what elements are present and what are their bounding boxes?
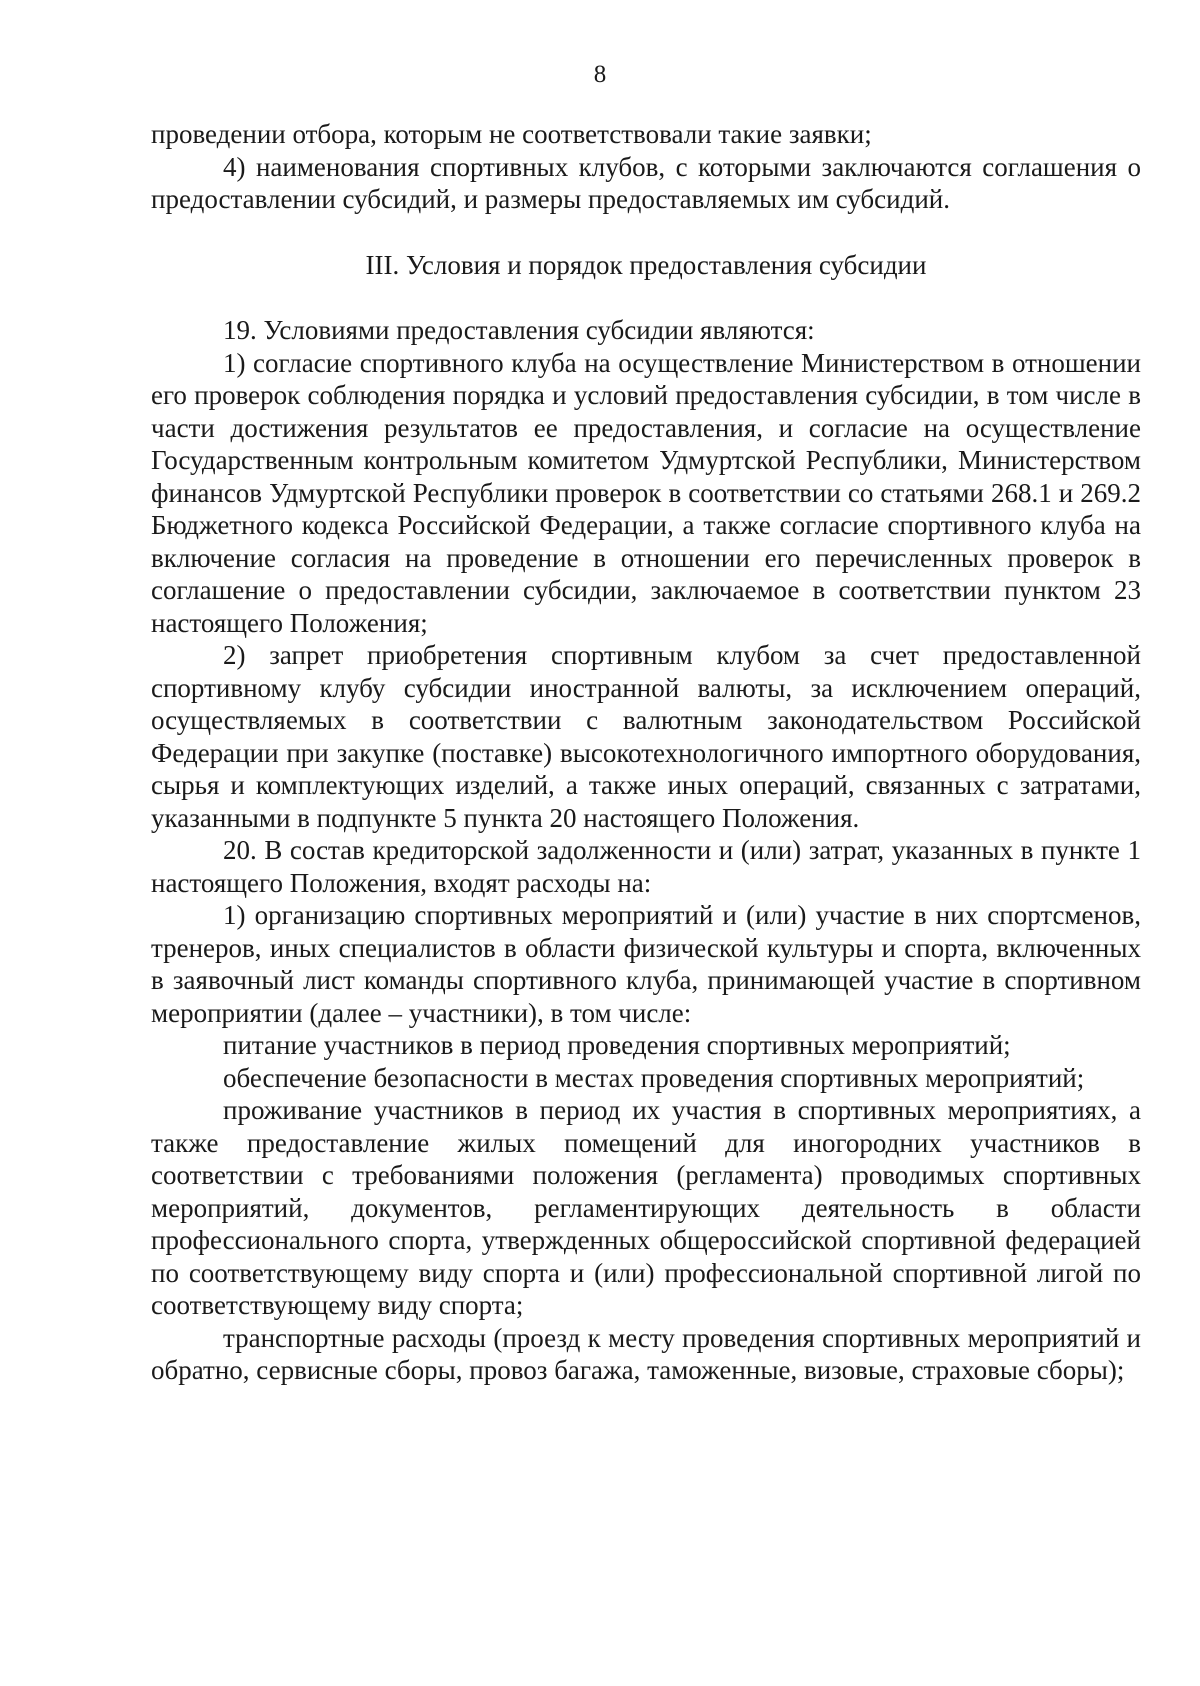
list-item-4-names: 4) наименования спортивных клубов, с которыми заключаются соглашения о предоставлении субсидий, и размеры предоставляемых им субсидий. bbox=[151, 151, 1141, 214]
section-heading: III. Условия и порядок предоставления субсидии bbox=[365, 249, 927, 280]
clause-19: 19. Условиями предоставления субсидии являются: bbox=[223, 315, 815, 345]
clause-20: 20. В состав кредиторской задолженности и (или) затрат, указанных в пункте 1 настоящего Положения, входят расходы на: bbox=[151, 835, 1141, 898]
paragraph: проведении отбора, которым не соответствовали такие заявки; bbox=[151, 119, 872, 149]
expense-accommodation: проживание участников в период их участия в спортивных мероприятиях, а также предоставление жилых помещений для иногородних участников в соответствии с требованиями положения (регламента) проводимых спортивных мероприятий, документов, регламентирующих деятельность в области профессионального спорта, утвержденных общероссийской спортивной федерацией по соответствующему виду спорта и (или) профессиональной спортивной лигой по соответствующему виду спорта; bbox=[151, 1095, 1141, 1320]
expense-food: питание участников в период проведения спортивных мероприятий; bbox=[223, 1030, 1011, 1060]
clause-19-item-1: 1) согласие спортивного клуба на осуществление Министерством в отношении его проверок соблюдения порядка и условий предоставления субсидии, в том числе в части достижения результатов ее предоставления, и согласие на осуществление Государственным контрольным комитетом Удмуртской Республики, Министерством финансов Удмуртской Республики проверок в соответствии со статьями 268.1 и 269.2 Бюджетного кодекса Российской Федерации, а также согласие спортивного клуба на включение согласия на проведение в отношении его перечисленных проверок в соглашение о предоставлении субсидии, заключаемое в соответствии пунктом 23 настоящего Положения; bbox=[151, 347, 1141, 638]
document-body bbox=[151, 118, 1141, 1387]
clause-20-item-1: 1) организацию спортивных мероприятий и (или) участие в них спортсменов, тренеров, иных специалистов в области физической культуры и спорта, включенных в заявочный лист команды спортивного клуба, принимающей участие в спортивном мероприятии (далее – участники), в том числе: bbox=[151, 900, 1141, 1028]
expense-transport: транспортные расходы (проезд к месту проведения спортивных мероприятий и обратно, сервисные сборы, провоз багажа, таможенные, визовые, страховые сборы); bbox=[151, 1322, 1141, 1385]
clause-19-item-2: 2) запрет приобретения спортивным клубом за счет предоставленной спортивному клубу субсидии иностранной валюты, за исключением операций, осуществляемых в соответствии с валютным законодательством Российской Федерации при закупке (поставке) высокотехнологичного импортного оборудования, сырья и комплектующих изделий, а также иных операций, связанных с затратами, указанными в подпункте 5 пункта 20 настоящего Положения. bbox=[151, 640, 1141, 833]
expense-security: обеспечение безопасности в местах проведения спортивных мероприятий; bbox=[223, 1062, 1085, 1093]
page-number: 8 bbox=[593, 61, 607, 88]
